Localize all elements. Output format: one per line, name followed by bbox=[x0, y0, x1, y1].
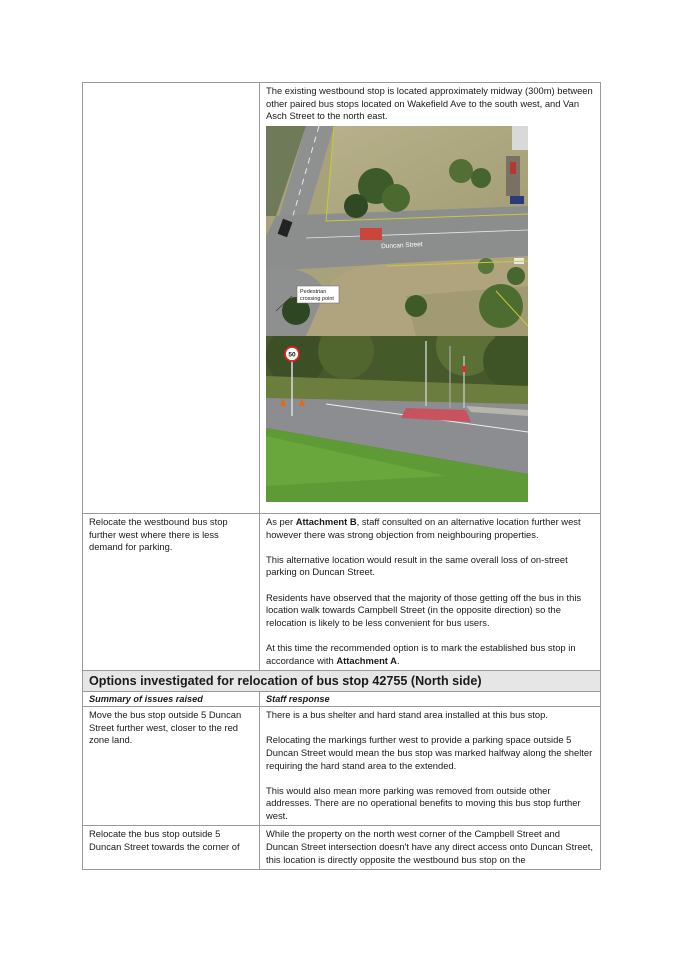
section-title-cell bbox=[83, 671, 601, 692]
response-paragraph: As per Attachment B, staff consulted on an alternative location further west however there was strong objection from neighbouring properties. bbox=[266, 516, 581, 540]
issue-cell: Move the bus stop outside 5 Duncan Street further west, closer to the red zone land. bbox=[83, 707, 260, 826]
crossing-label-line2: crossing point bbox=[300, 295, 334, 302]
response-paragraph: This would also mean more parking was removed from outside other addresses. There are no operational benefits to moving this bus stop further west. bbox=[266, 784, 581, 821]
issue-cell: Relocate the westbound bus stop further west where there is less demand for parking. bbox=[83, 514, 260, 671]
response-paragraph: There is a bus shelter and hard stand area installed at this bus stop. bbox=[266, 709, 548, 721]
response-paragraph: Residents have observed that the majority of those getting off the bus in this location walk towards Campbell Street (in the opposite direction) so the relocation is likely to be less convenient for bus users. bbox=[266, 591, 582, 628]
table-row bbox=[83, 826, 601, 870]
crossing-label-line1: Pedestrian bbox=[300, 288, 327, 295]
aerial-photo bbox=[266, 126, 600, 336]
response-paragraph: Relocating the markings further west to provide a parking space outside 5 Duncan Street would mean the bus stop was marked halfway along the shelter requiring the hard stand area to the extended. bbox=[266, 734, 593, 771]
col-header-issues: Summary of issues raised bbox=[89, 694, 203, 705]
col-header-response: Staff response bbox=[266, 694, 330, 705]
figures bbox=[260, 126, 600, 502]
response-intro-text: The existing westbound stop is located approximately midway (300m) between other paired bus stops located on Wakefield Ave to the south west, and Van Asch Street to the north east. bbox=[266, 85, 593, 122]
section-title: Options investigated for relocation of bus stop 42755 (North side) bbox=[89, 674, 482, 689]
response-paragraph: At this time the recommended option is to mark the established bus stop in accordance with Attachment A. bbox=[266, 641, 576, 666]
response-cell bbox=[260, 707, 601, 826]
speed-sign-value: 50 bbox=[288, 351, 296, 359]
consultation-table bbox=[82, 82, 601, 870]
street-photo bbox=[266, 336, 600, 502]
issue-cell: Relocate the bus stop outside 5 Duncan Street towards the corner of bbox=[83, 826, 260, 870]
response-cell: While the property on the north west corner of the Campbell Street and Duncan Street intersection doesn't have any direct access onto Duncan Street, this location is directly opposite the westbound bus stop on the bbox=[260, 826, 601, 870]
table-row bbox=[83, 514, 601, 671]
column-header-row bbox=[83, 692, 601, 707]
attachment-b-ref: Attachment B bbox=[295, 516, 357, 527]
response-cell bbox=[260, 514, 601, 671]
section-header-row bbox=[83, 671, 601, 692]
response-cell bbox=[260, 83, 601, 514]
response-paragraph: This alternative location would result in the same overall loss of on-street parking on Duncan Street. bbox=[266, 553, 568, 578]
table-row bbox=[83, 707, 601, 826]
aerial-map-image bbox=[266, 126, 528, 336]
attachment-a-ref: Attachment A bbox=[336, 654, 397, 666]
table-row bbox=[83, 83, 601, 514]
street-label: Duncan Street bbox=[380, 240, 423, 251]
issue-cell-empty bbox=[83, 83, 260, 514]
street-view-image bbox=[266, 336, 528, 502]
